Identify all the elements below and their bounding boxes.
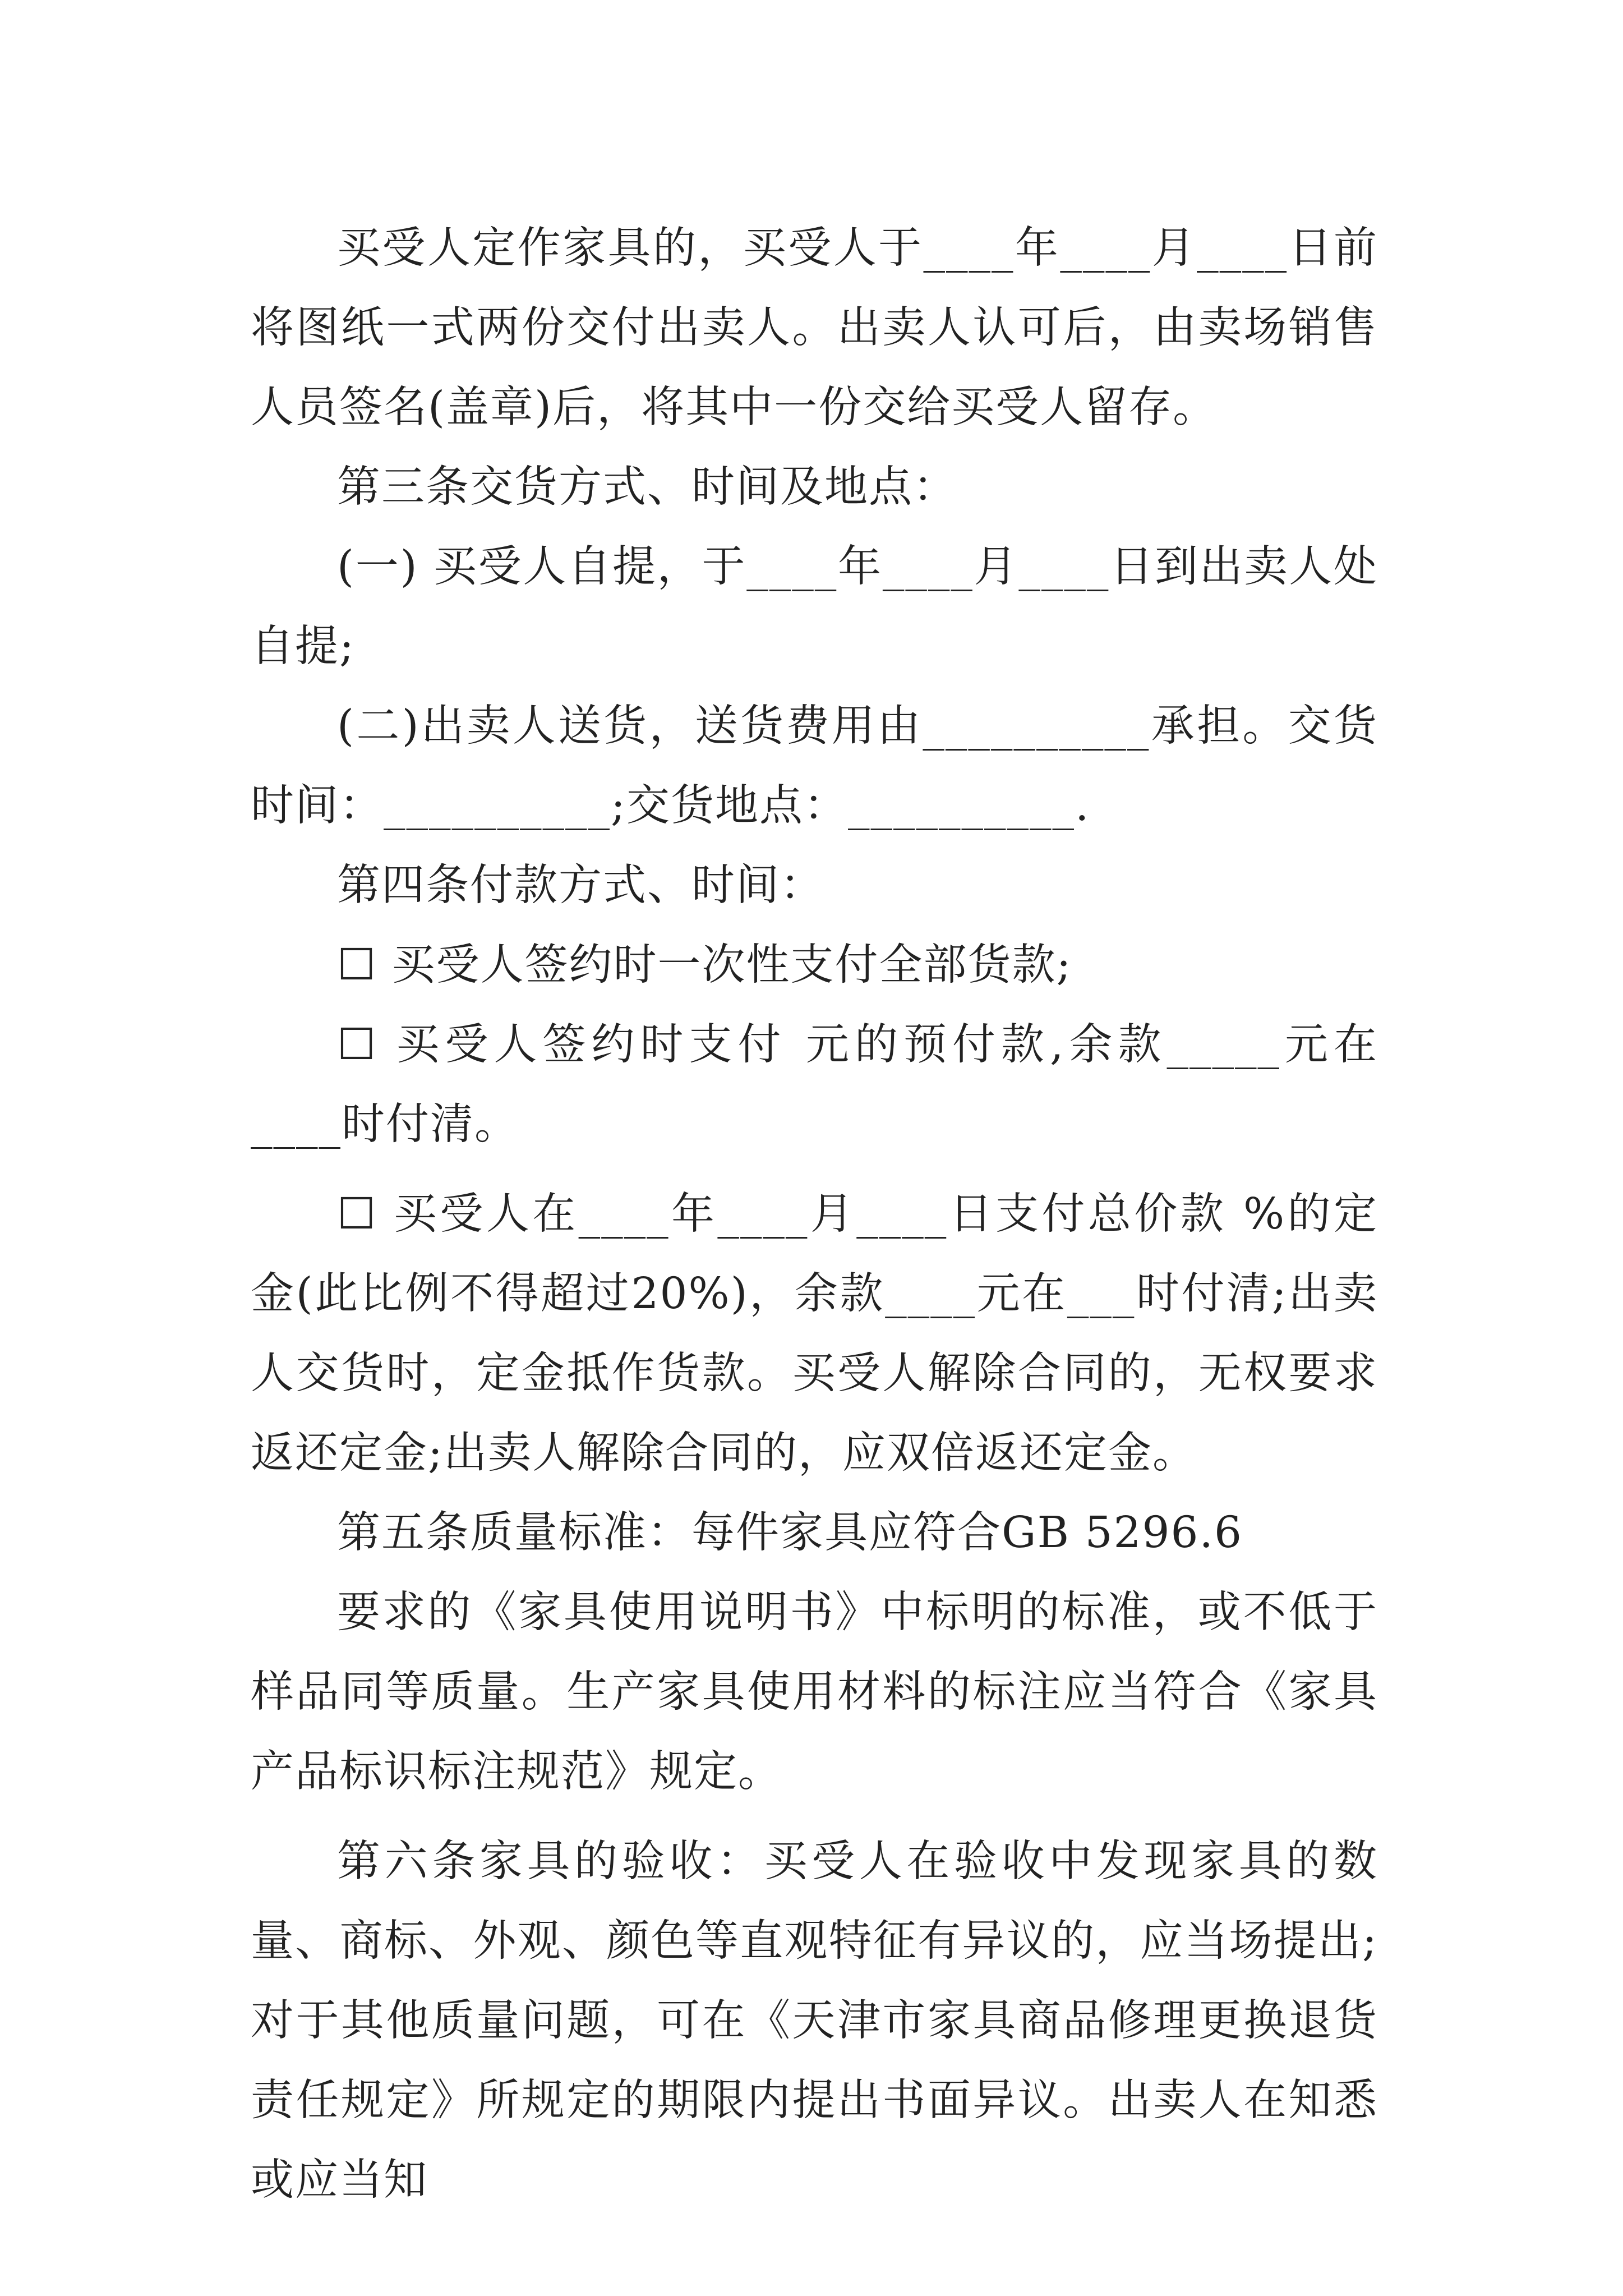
option-deposit: ☐ 买受人在____年____月____日支付总价款 %的定金(此比例不得超过20%)，余款____元在___时付清;出卖人交货时，定金抵作货款。买受人解除合同的，无权要求返还定金;出卖人解除合同的，应双倍返还定金。 bbox=[251, 1189, 1378, 1478]
heading-article-3: 第三条交货方式、时间及地点： bbox=[337, 462, 957, 512]
heading-article-4: 第四条付款方式、时间： bbox=[337, 861, 824, 910]
option-prepayment: ☐ 买受人签约时支付 元的预付款,余款_____元在____时付清。 bbox=[251, 1020, 1378, 1149]
contract-text bbox=[251, 209, 1378, 2220]
paragraph-seller-delivery: (二)出卖人送货，送货费用由__________承担。交货时间：__________;交货地点：__________. bbox=[251, 701, 1378, 831]
option-full-payment: ☐ 买受人签约时一次性支付全部货款; bbox=[337, 940, 1072, 990]
heading-article-5: 第五条质量标准：每件家具应符合GB 5296.6 bbox=[337, 1508, 1243, 1558]
paragraph-quality-standard: 要求的《家具使用说明书》中标明的标准，或不低于样品同等质量。生产家具使用材料的标注应当符合《家具产品标识标注规范》规定。 bbox=[251, 1588, 1378, 1797]
paragraph-self-pickup: (一) 买受人自提，于____年____月____日到出卖人处自提; bbox=[251, 542, 1378, 671]
paragraph-article-6: 第六条家具的验收：买受人在验收中发现家具的数量、商标、外观、颜色等直观特征有异议的，应当场提出;对于其他质量问题，可在《天津市家具商品修理更换退货责任规定》所规定的期限内提出书面异议。出卖人在知悉或应当知 bbox=[251, 1837, 1378, 2205]
paragraph-custom-furniture: 买受人定作家具的，买受人于____年____月____日前将图纸一式两份交付出卖人。出卖人认可后，由卖场销售人员签名(盖章)后，将其中一份交给买受人留存。 bbox=[251, 223, 1378, 432]
